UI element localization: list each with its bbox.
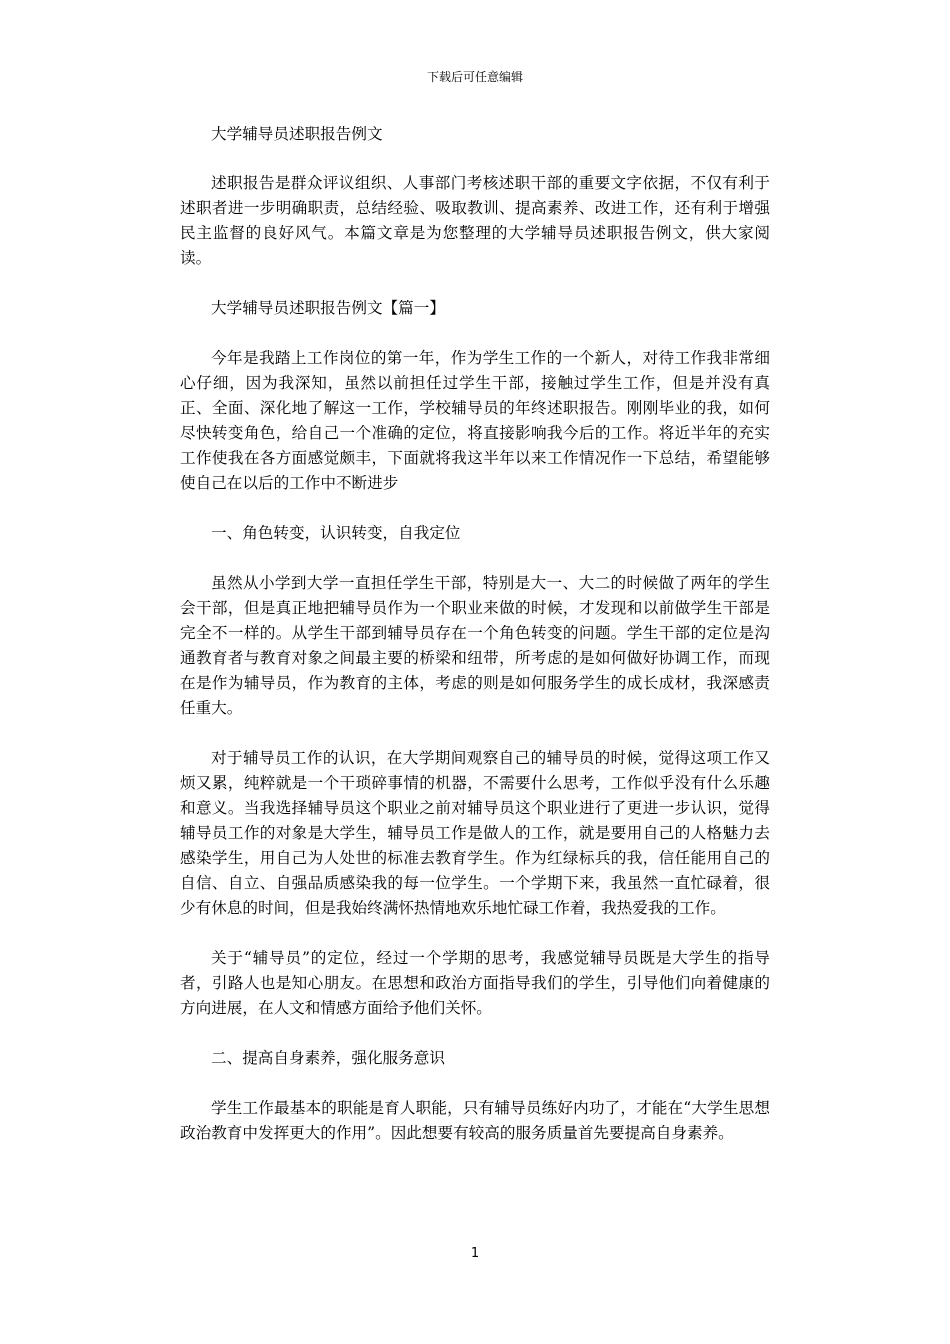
paragraph-3: 对于辅导员工作的认识，在大学期间观察自己的辅导员的时候，觉得这项工作又烦又累，纯粹就是一个干琐碎事情的机器，不需要什么思考，工作似乎没有什么乐趣和意义。当我选择辅导员这个职业之前对辅导员这个职业进行了更进一步认识，觉得辅导员工作的对象是大学生，辅导员工作是做人的工作，就是要用自己的人格魅力去感染学生，用自己为人处世的标准去教育学生。作为红绿标兵的我，信任能用自己的自信、自立、自强品质感染我的每一位学生。一个学期下来，我虽然一直忙碌着，很少有休息的时间，但是我始终满怀热情地欢乐地忙碌工作着，我热爱我的工作。 bbox=[180, 749, 770, 917]
paragraph-5: 学生工作最基本的职能是育人职能，只有辅导员练好内功了，才能在“大学生思想政治教育中发挥更大的作用”。因此想要有较高的服务质量首先要提高自身素养。 bbox=[180, 1099, 770, 1142]
paragraph-4: 关于“辅导员”的定位，经过一个学期的思考，我感觉辅导员既是大学生的指导者，引路人也是知心朋友。在思想和政治方面指导我们的学生，引导他们向着健康的方向进展，在人文和情感方面给予他们关怀。 bbox=[180, 949, 770, 1017]
document-body bbox=[180, 122, 770, 1146]
paragraph-2: 虽然从小学到大学一直担任学生干部，特别是大一、大二的时候做了两年的学生会干部，但是真正地把辅导员作为一个职业来做的时候，才发现和以前做学生干部是完全不一样的。从学生干部到辅导员存在一个角色转变的问题。学生干部的定位是沟通教育者与教育对象之间最主要的桥梁和纽带，所考虑的是如何做好协调工作，而现在是作为辅导员，作为教育的主体，考虑的则是如何服务学生的成长成材，我深感责任重大。 bbox=[180, 574, 770, 717]
page-header: 下载后可任意编辑 bbox=[426, 70, 523, 84]
intro-paragraph: 述职报告是群众评议组织、人事部门考核述职干部的重要文字依据，不仅有利于述职者进一步明确职责，总结经验、吸取教训、提高素养、改进工作，还有利于增强民主监督的良好风气。本篇文章是为您整理的大学辅导员述职报告例文，供大家阅读。 bbox=[180, 174, 770, 267]
page-number: 1 bbox=[470, 1246, 480, 1261]
document-title: 大学辅导员述职报告例文 bbox=[211, 125, 383, 143]
heading-2: 二、提高自身素养，强化服务意识 bbox=[211, 1049, 445, 1067]
heading-1: 一、角色转变，认识转变，自我定位 bbox=[211, 524, 461, 542]
section-title: 大学辅导员述职报告例文【篇一】 bbox=[211, 299, 445, 317]
paragraph-1: 今年是我踏上工作岗位的第一年，作为学生工作的一个新人，对待工作我非常细心仔细，因为我深知，虽然以前担任过学生干部，接触过学生工作，但是并没有真正、全面、深化地了解这一工作，学校辅导员的年终述职报告。刚刚毕业的我，如何尽快转变角色，给自己一个准确的定位，将直接影响我今后的工作。将近半年的充实工作使我在各方面感觉颇丰，下面就将我这半年以来工作情况作一下总结，希望能够使自己在以后的工作中不断进步 bbox=[180, 349, 770, 492]
